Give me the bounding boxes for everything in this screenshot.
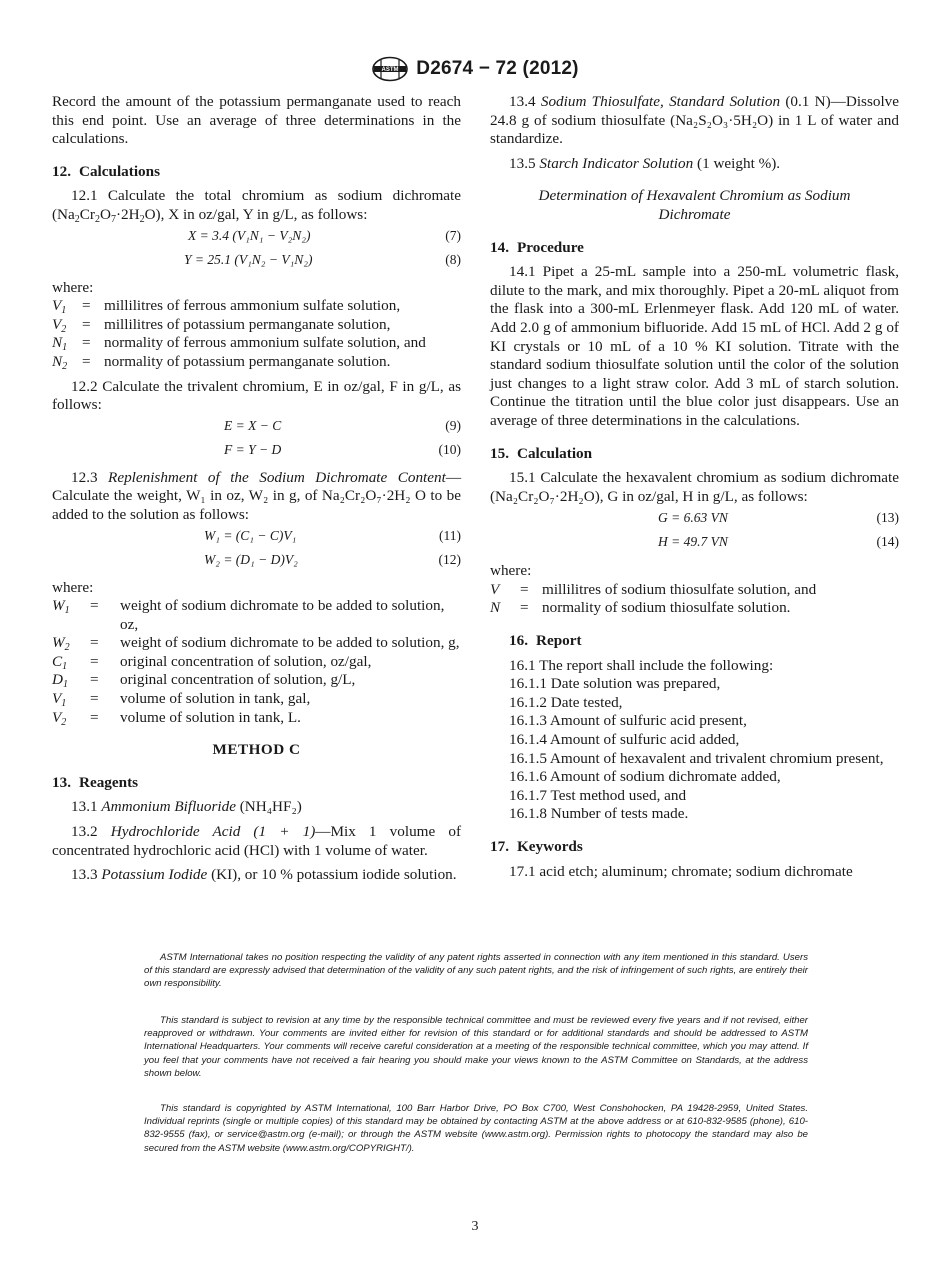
equation-13: G = 6.63 VN (13) [658, 509, 899, 525]
para-13-5: 13.5 Starch Indicator Solution (1 weight %). [509, 154, 781, 172]
section-16-heading: 16. Report [509, 632, 582, 650]
report-item: 16.1.6 Amount of sodium dichromate added, [509, 768, 781, 786]
report-item: 16.1.8 Number of tests made. [509, 805, 689, 823]
para-14-1: 14.1 Pipet a 25-mL sample into a 250-mL volumetric flask, dilute to the mark, and mix thoroughly. Pipet a 20-mL aliquot from the flask into a 300-mL Erlenmeyer flask. Add 120 mL of water. Add 2.0 g of ammonium bifluoride. Add 15 mL of HCl. Add 2 g of KI crystals or 10 mL of a 10 % KI solution. Titrate with the standard sodium thiosulfate solution until the color of the solution just changes to a light straw color. Add 3 mL of starch solution. Continue the titration until the blue color just disappears. Use an average of three determinations in the calculations. [490, 263, 899, 429]
where-definition [490, 581, 899, 600]
equals-sign: = [90, 708, 99, 726]
report-item: 16.1.5 Amount of hexavalent and trivalent chromium present, [509, 749, 884, 767]
where-definition [52, 653, 461, 672]
variable-symbol: $V_2$ [52, 315, 67, 335]
equation-14: H = 49.7 VN (14) [658, 533, 899, 549]
variable-symbol: $C_1$ [52, 652, 68, 672]
equals-sign: = [520, 580, 529, 598]
section-17-heading: 17. Keywords [490, 838, 583, 855]
svg-text:ASTM: ASTM [381, 67, 399, 74]
variable-definition: original concentration of solution, oz/gal, [120, 652, 372, 670]
page-number: 3 [471, 1219, 479, 1234]
equals-sign: = [90, 597, 99, 615]
variable-definition: weight of sodium dichromate to be added to solution, oz, [120, 597, 445, 633]
report-item: 16.1.1 Date solution was prepared, [509, 675, 721, 693]
para-13-3: 13.3 Potassium Iodide (KI), or 10 % potassium iodide solution. [71, 866, 457, 884]
variable-definition: millilitres of ferrous ammonium sulfate solution, [104, 297, 401, 315]
para-15-1: 15.1 Calculate the hexavalent chromium as sodium dichromate (Na₂Cr₂O₇·2H₂O), G in oz/gal, H in g/L, as follows: [490, 469, 899, 505]
variable-symbol: $V_2$ [52, 708, 67, 728]
variable-definition: original concentration of solution, g/L, [120, 671, 356, 689]
standard-designation: D2674 − 72 (2012) [416, 57, 579, 79]
equals-sign: = [82, 334, 91, 352]
report-item: 16.1.4 Amount of sulfuric acid added, [509, 731, 740, 749]
where-label: where: [52, 278, 94, 296]
where-list-12-3 [52, 597, 461, 727]
report-item: 16.1.2 Date tested, [509, 693, 623, 711]
variable-definition: normality of sodium thiosulfate solution. [542, 599, 791, 617]
para-13-4: 13.4 Sodium Thiosulfate, Standard Solution (0.1 N)—Dissolve 24.8 g of sodium thiosulfate (Na₂S₂O₃·5H₂O) in 1 L of water and standardize. [490, 93, 900, 148]
hexavalent-subheading: Determination of Hexavalent Chromium as Sodium Dichromate [538, 187, 851, 223]
variable-symbol: $N_2$ [52, 352, 68, 372]
variable-definition: normality of ferrous ammonium sulfate solution, and [104, 334, 426, 352]
variable-definition: volume of solution in tank, L. [120, 708, 301, 726]
variable-symbol: N [490, 599, 501, 617]
equation-8: Y = 25.1 (V₁N₂ − V₁N₂) (8) [184, 252, 461, 268]
where-list-15-1 [490, 581, 899, 618]
where-definition [490, 599, 899, 618]
equals-sign: = [90, 671, 99, 689]
where-definition [52, 353, 461, 372]
para-13-2: 13.2 Hydrochloride Acid (1 + 1)—Mix 1 volume of concentrated hydrochloric acid (HCl) with 1 volume of water. [52, 823, 462, 859]
where-definition [52, 597, 461, 634]
equals-sign: = [90, 634, 99, 652]
para-13-1: 13.1 Ammonium Bifluoride (NH₄HF₂) [71, 798, 302, 816]
para-12-1: 12.1 Calculate the total chromium as sodium dichromate $(Na_2Cr_2O_7\cdot 2H_2O)$, X in oz/gal, Y in g/L, as follows: [52, 187, 461, 225]
equals-sign: = [82, 352, 91, 370]
where-definition [52, 671, 461, 690]
report-item: 16.1.7 Test method used, and [509, 786, 687, 804]
equals-sign: = [520, 599, 529, 617]
variable-symbol: $V_1$ [52, 297, 67, 317]
equation-7: X = 3.4 (V₁N₁ − V₂N₂) (7) [188, 228, 461, 244]
variable-definition: volume of solution in tank, gal, [120, 690, 311, 708]
patent-notice: ASTM International takes no position respecting the validity of any patent rights asserted in connection with any item mentioned in this standard. Users of this standard are expressly advised that determination of the validity of any such patent rights, and the risk of infringement of such rights, are entirely their own responsibility. [144, 952, 808, 990]
right-column [490, 93, 899, 881]
astm-logo-icon [371, 56, 409, 82]
variable-definition: weight of sodium dichromate to be added to solution, g, [120, 634, 460, 652]
para-17-1: 17.1 acid etch; aluminum; chromate; sodium dichromate [509, 862, 853, 880]
report-item: 16.1.3 Amount of sulfuric acid present, [509, 712, 747, 730]
variable-symbol: $W_2$ [52, 634, 70, 654]
equation-12: W₂ = (D₁ − D)V₂ (12) [204, 552, 461, 568]
where-definition [52, 634, 461, 653]
variable-symbol: $D_1$ [52, 671, 68, 691]
equation-9: E = X − C (9) [224, 418, 461, 434]
variable-symbol: $V_1$ [52, 690, 67, 710]
where-list-12-1 [52, 297, 461, 371]
variable-symbol: $N_1$ [52, 334, 68, 354]
variable-definition: millilitres of potassium permanganate solution, [104, 315, 391, 333]
where-definition [52, 334, 461, 353]
where-definition [52, 709, 461, 728]
equals-sign: = [90, 690, 99, 708]
equals-sign: = [90, 652, 99, 670]
para-12-2: 12.2 Calculate the trivalent chromium, E in oz/gal, F in g/L, as follows: [52, 377, 461, 414]
where-label-3: where: [490, 562, 532, 580]
revision-notice: This standard is subject to revision at any time by the responsible technical committee and must be reviewed every five years and if not revised, either reapproved or withdrawn. Your comments are invited either for revision of this standard or for additional standards and should be addressed to ASTM International Headquarters. Your comments will receive careful consideration at a meeting of the responsible technical committee, which you may attend. If you feel that your comments have not received a fair hearing you should make your views known to the ASTM Committee on Standards, at the address shown below. [144, 1015, 808, 1079]
section-15-heading: 15. Calculation [490, 444, 593, 462]
method-c-heading: METHOD C [212, 741, 301, 759]
where-definition [52, 690, 461, 709]
para-12-3: 12.3 Replenishment of the Sodium Dichromate Content—Calculate the weight, W₁ in oz, W₂ in g, of Na₂Cr₂O₇·2H₂ O to be added to the solution as follows: [52, 468, 461, 523]
equals-sign: = [82, 315, 91, 333]
section-14-heading: 14. Procedure [490, 238, 584, 256]
copyright-notice: This standard is copyrighted by ASTM International, 100 Barr Harbor Drive, PO Box C700, West Conshohocken, PA 19428-2959, United States. Individual reprints (single or multiple copies) of this standard may be obtained by contacting ASTM at the above address or at 610-832-9585 (phone), 610-832-9555 (fax), or service@astm.org (e-mail); or through the ASTM website (www.astm.org). Permission rights to photocopy the standard may also be secured from the ASTM website (www.astm.org/COPYRIGHT/). [144, 1103, 808, 1154]
report-item: 16.1 The report shall include the following: [509, 656, 774, 674]
variable-symbol: $W_1$ [52, 597, 70, 617]
page-header [0, 54, 950, 84]
variable-symbol: V [490, 580, 500, 598]
left-column [52, 93, 461, 885]
intro-paragraph: Record the amount of the potassium permanganate used to reach this end point. Use an average of three determinations in the calculations. [52, 93, 461, 148]
variable-definition: millilitres of sodium thiosulfate solution, and [542, 580, 817, 598]
where-label-2: where: [52, 578, 94, 596]
equation-11: W₁ = (C₁ − C)V₁ (11) [204, 528, 461, 544]
where-definition [52, 297, 461, 316]
equals-sign: = [82, 297, 91, 315]
equation-10: F = Y − D (10) [224, 442, 461, 458]
variable-definition: normality of potassium permanganate solution. [104, 352, 391, 370]
section-13-heading: 13. Reagents [52, 773, 139, 791]
report-list [490, 657, 899, 824]
section-12-heading: 12. Calculations [52, 162, 160, 180]
where-definition [52, 316, 461, 335]
